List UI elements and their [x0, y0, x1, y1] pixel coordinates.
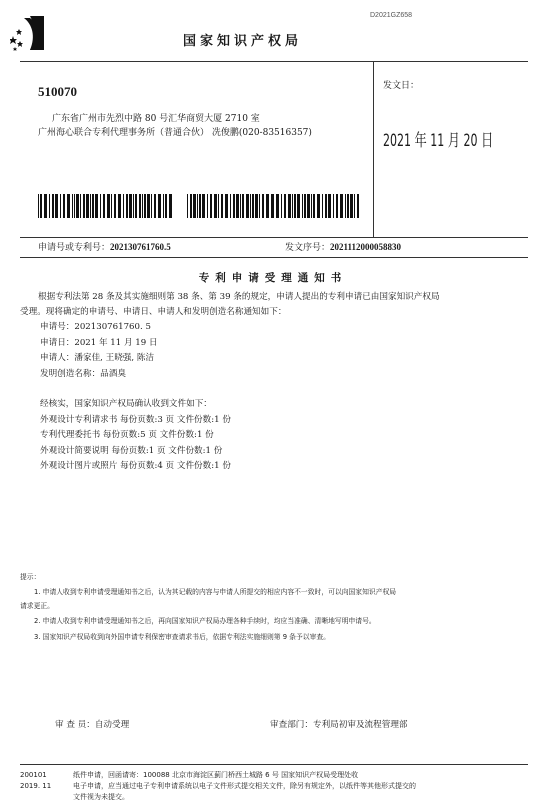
serial-number: 2021112000058830 — [330, 242, 402, 252]
barcode-bar — [123, 194, 124, 218]
barcode-bar — [230, 194, 231, 218]
barcode-bar — [317, 194, 320, 218]
barcode-bar — [294, 194, 296, 218]
serial-number-row — [285, 240, 401, 253]
received-file-item: 外观设计专利请求书 每份页数:3 页 文件份数:1 份 — [40, 414, 231, 425]
barcode-bar — [83, 194, 85, 218]
barcode-bar — [187, 194, 188, 218]
received-file-item: 外观设计简要说明 每份页数:1 页 文件份数:1 份 — [40, 445, 223, 456]
barcode-right — [187, 194, 360, 218]
footer-line-2: 电子申请，应当通过电子专利申请系统以电子文件形式提交相关文件，除另有规定外，以纸件等其他形式提交的 — [73, 782, 416, 790]
barcode-bar — [111, 194, 112, 218]
document-code: D2021GZ658 — [370, 12, 413, 19]
serial-number-label: 发文序号： — [285, 243, 331, 253]
barcode-bar — [302, 194, 303, 218]
barcode-bar — [103, 194, 105, 218]
barcode-bar — [252, 194, 254, 218]
dispatch-date: 2021 年 11 月 20 日 — [383, 131, 494, 151]
tip-1-line-1: 1. 申请人收到专利申请受理通知书之后，认为其记载的内容与申请人所提交的相应内容不一致时，可以向国家知识产权局 — [34, 588, 397, 596]
tip-3: 3. 国家知识产权局收到向外国申请专利保密审查请求书后，依据专利法实施细则第 9 条予以审查。 — [34, 633, 330, 641]
field-applicants: 申请人：潘家佳, 王晓强, 陈洁 — [40, 353, 155, 363]
received-file-item: 外观设计图片或照片 每份页数:4 页 文件份数:1 份 — [40, 461, 231, 471]
barcode-bar — [311, 194, 312, 218]
barcode-bar — [126, 194, 128, 218]
header-divider — [20, 61, 528, 62]
barcode-bar — [133, 194, 134, 218]
barcode-bar — [72, 194, 73, 218]
barcode-bar — [210, 194, 212, 218]
received-file-item: 专利代理委托书 每份页数:5 页 文件份数:1 份 — [40, 430, 214, 440]
barcode-bar — [60, 194, 61, 218]
examiner: 审 查 员：自动受理 — [55, 720, 130, 730]
address-line-2: 广州海心联合专利代理事务所（普通合伙） 冼俊鹏(020-83516357) — [38, 128, 312, 138]
barcode-bar — [255, 194, 258, 218]
notice-title: 专利申请受理通知书 — [198, 272, 348, 284]
application-fields — [40, 320, 158, 382]
barcode-bar — [240, 194, 241, 218]
field-filing-date: 申请日：2021 年 11 月 19 日 — [40, 337, 158, 348]
barcode-bar — [100, 194, 101, 218]
received-intro: 经核实，国家知识产权局确认收到文件如下： — [40, 399, 212, 409]
barcode-bar — [288, 194, 291, 218]
footer-line-3: 文件视为未提交。 — [73, 793, 129, 801]
barcode-bar — [325, 194, 327, 218]
barcode-bar — [250, 194, 251, 218]
tip-1-line-2: 请求更正。 — [20, 602, 54, 610]
barcode-bar — [44, 194, 47, 218]
barcode-bar — [151, 194, 152, 218]
form-code: 200101 — [20, 771, 47, 779]
barcode-bar — [63, 194, 65, 218]
barcode-bar — [193, 194, 196, 218]
barcode-left — [38, 194, 174, 218]
barcode-bar — [144, 194, 146, 218]
barcode-bar — [67, 194, 70, 218]
barcode-bar — [86, 194, 89, 218]
postcode: 510070 — [38, 84, 77, 99]
address-line-1: 广东省广州市先烈中路 80 号汇华商贸大厦 2710 室 — [52, 114, 260, 124]
tips-label: 提示： — [20, 573, 41, 581]
barcode-bar — [281, 194, 282, 218]
barcode-bar — [304, 194, 306, 218]
ids-divider-bottom — [20, 257, 528, 258]
barcode-bar — [95, 194, 98, 218]
barcode-bar — [357, 194, 359, 218]
barcode-bar — [284, 194, 286, 218]
barcode-bar — [74, 194, 76, 218]
barcode-bar — [40, 194, 42, 218]
barcode-bar — [197, 194, 198, 218]
barcode-bar — [307, 194, 310, 218]
barcode-bar — [225, 194, 228, 218]
barcode-bar — [350, 194, 353, 218]
barcode-bar — [49, 194, 50, 218]
barcode-bar — [154, 194, 156, 218]
barcode-bar — [76, 194, 79, 218]
barcode-bar — [333, 194, 334, 218]
barcode-bar — [242, 194, 244, 218]
barcode-bar — [114, 194, 116, 218]
application-number: 202130761760.5 — [110, 242, 171, 252]
barcode-bar — [271, 194, 272, 218]
barcode-bar — [55, 194, 58, 218]
barcode-bar — [90, 194, 91, 218]
barcode-bar — [92, 194, 94, 218]
application-number-label: 申请号或专利号： — [38, 243, 111, 253]
barcode-bar — [221, 194, 223, 218]
footer-line-1: 纸件申请，回函请寄：100088 北京市海淀区蓟门桥西土城路 6 号 国家知识产权局受理处收 — [73, 771, 359, 779]
barcode-bar — [199, 194, 201, 218]
barcode-bar — [259, 194, 260, 218]
barcode-bar — [236, 194, 239, 218]
barcode-bar — [214, 194, 217, 218]
barcode-bar — [354, 194, 355, 218]
field-application-number: 申请号：202130761760. 5 — [40, 322, 151, 332]
barcode-bar — [142, 194, 143, 218]
barcode-bar — [52, 194, 54, 218]
barcode-bar — [38, 194, 39, 218]
barcode-bar — [218, 194, 219, 218]
footer-text — [73, 770, 533, 803]
barcode-bar — [345, 194, 346, 218]
barcode-bar — [139, 194, 142, 218]
tip-2: 2. 申请人收到专利申请受理通知书之后，再向国家知识产权局办理各种手续时，均应当准确、清晰地写明申请号。 — [34, 617, 376, 625]
barcode-bar — [292, 194, 293, 218]
barcode-bar — [207, 194, 208, 218]
dispatch-date-label: 发文日： — [383, 81, 420, 91]
barcode-bar — [129, 194, 132, 218]
barcode-bar — [147, 194, 150, 218]
examining-department: 审查部门：专利局初审及流程管理部 — [270, 720, 408, 730]
form-version: 2019. 11 — [20, 782, 52, 790]
barcode-bar — [135, 194, 137, 218]
barcode-bar — [328, 194, 331, 218]
barcode-bar — [190, 194, 192, 218]
ids-divider-top — [20, 237, 528, 238]
barcode-bar — [272, 194, 274, 218]
barcode-bar — [297, 194, 300, 218]
notice-paragraph-line-2: 受理。现将确定的申请号、申请日、申请人和发明创造名称通知如下： — [20, 307, 287, 317]
barcode-bar — [107, 194, 110, 218]
notice-paragraph-line-1: 根据专利法第 28 条及其实施细则第 38 条、第 39 条的规定，申请人提出的专利申请已由国家知识产权局 — [38, 292, 440, 302]
barcode-bar — [202, 194, 205, 218]
barcode-bar — [276, 194, 279, 218]
office-title: 国家知识产权局 — [183, 34, 303, 49]
barcode-bar — [313, 194, 315, 218]
barcode-bar — [80, 194, 81, 218]
barcode-bar — [158, 194, 161, 218]
application-number-row — [38, 240, 171, 253]
barcode-bar — [340, 194, 343, 218]
barcode-bar — [266, 194, 269, 218]
barcode-bar — [347, 194, 349, 218]
field-design-title: 发明创造名称：品酒臭 — [40, 368, 126, 379]
received-files-block — [40, 397, 231, 475]
barcode-bar — [165, 194, 167, 218]
barcode-bar — [322, 194, 323, 218]
barcode-bar — [169, 194, 172, 218]
barcode-bar — [233, 194, 235, 218]
cnipa-logo-icon — [10, 14, 46, 52]
barcode-bar — [246, 194, 249, 218]
barcode-bar — [163, 194, 164, 218]
footer-divider — [20, 764, 528, 765]
barcode-bar — [118, 194, 121, 218]
barcode-bar — [336, 194, 338, 218]
column-divider — [373, 61, 374, 237]
barcode-bar — [262, 194, 264, 218]
